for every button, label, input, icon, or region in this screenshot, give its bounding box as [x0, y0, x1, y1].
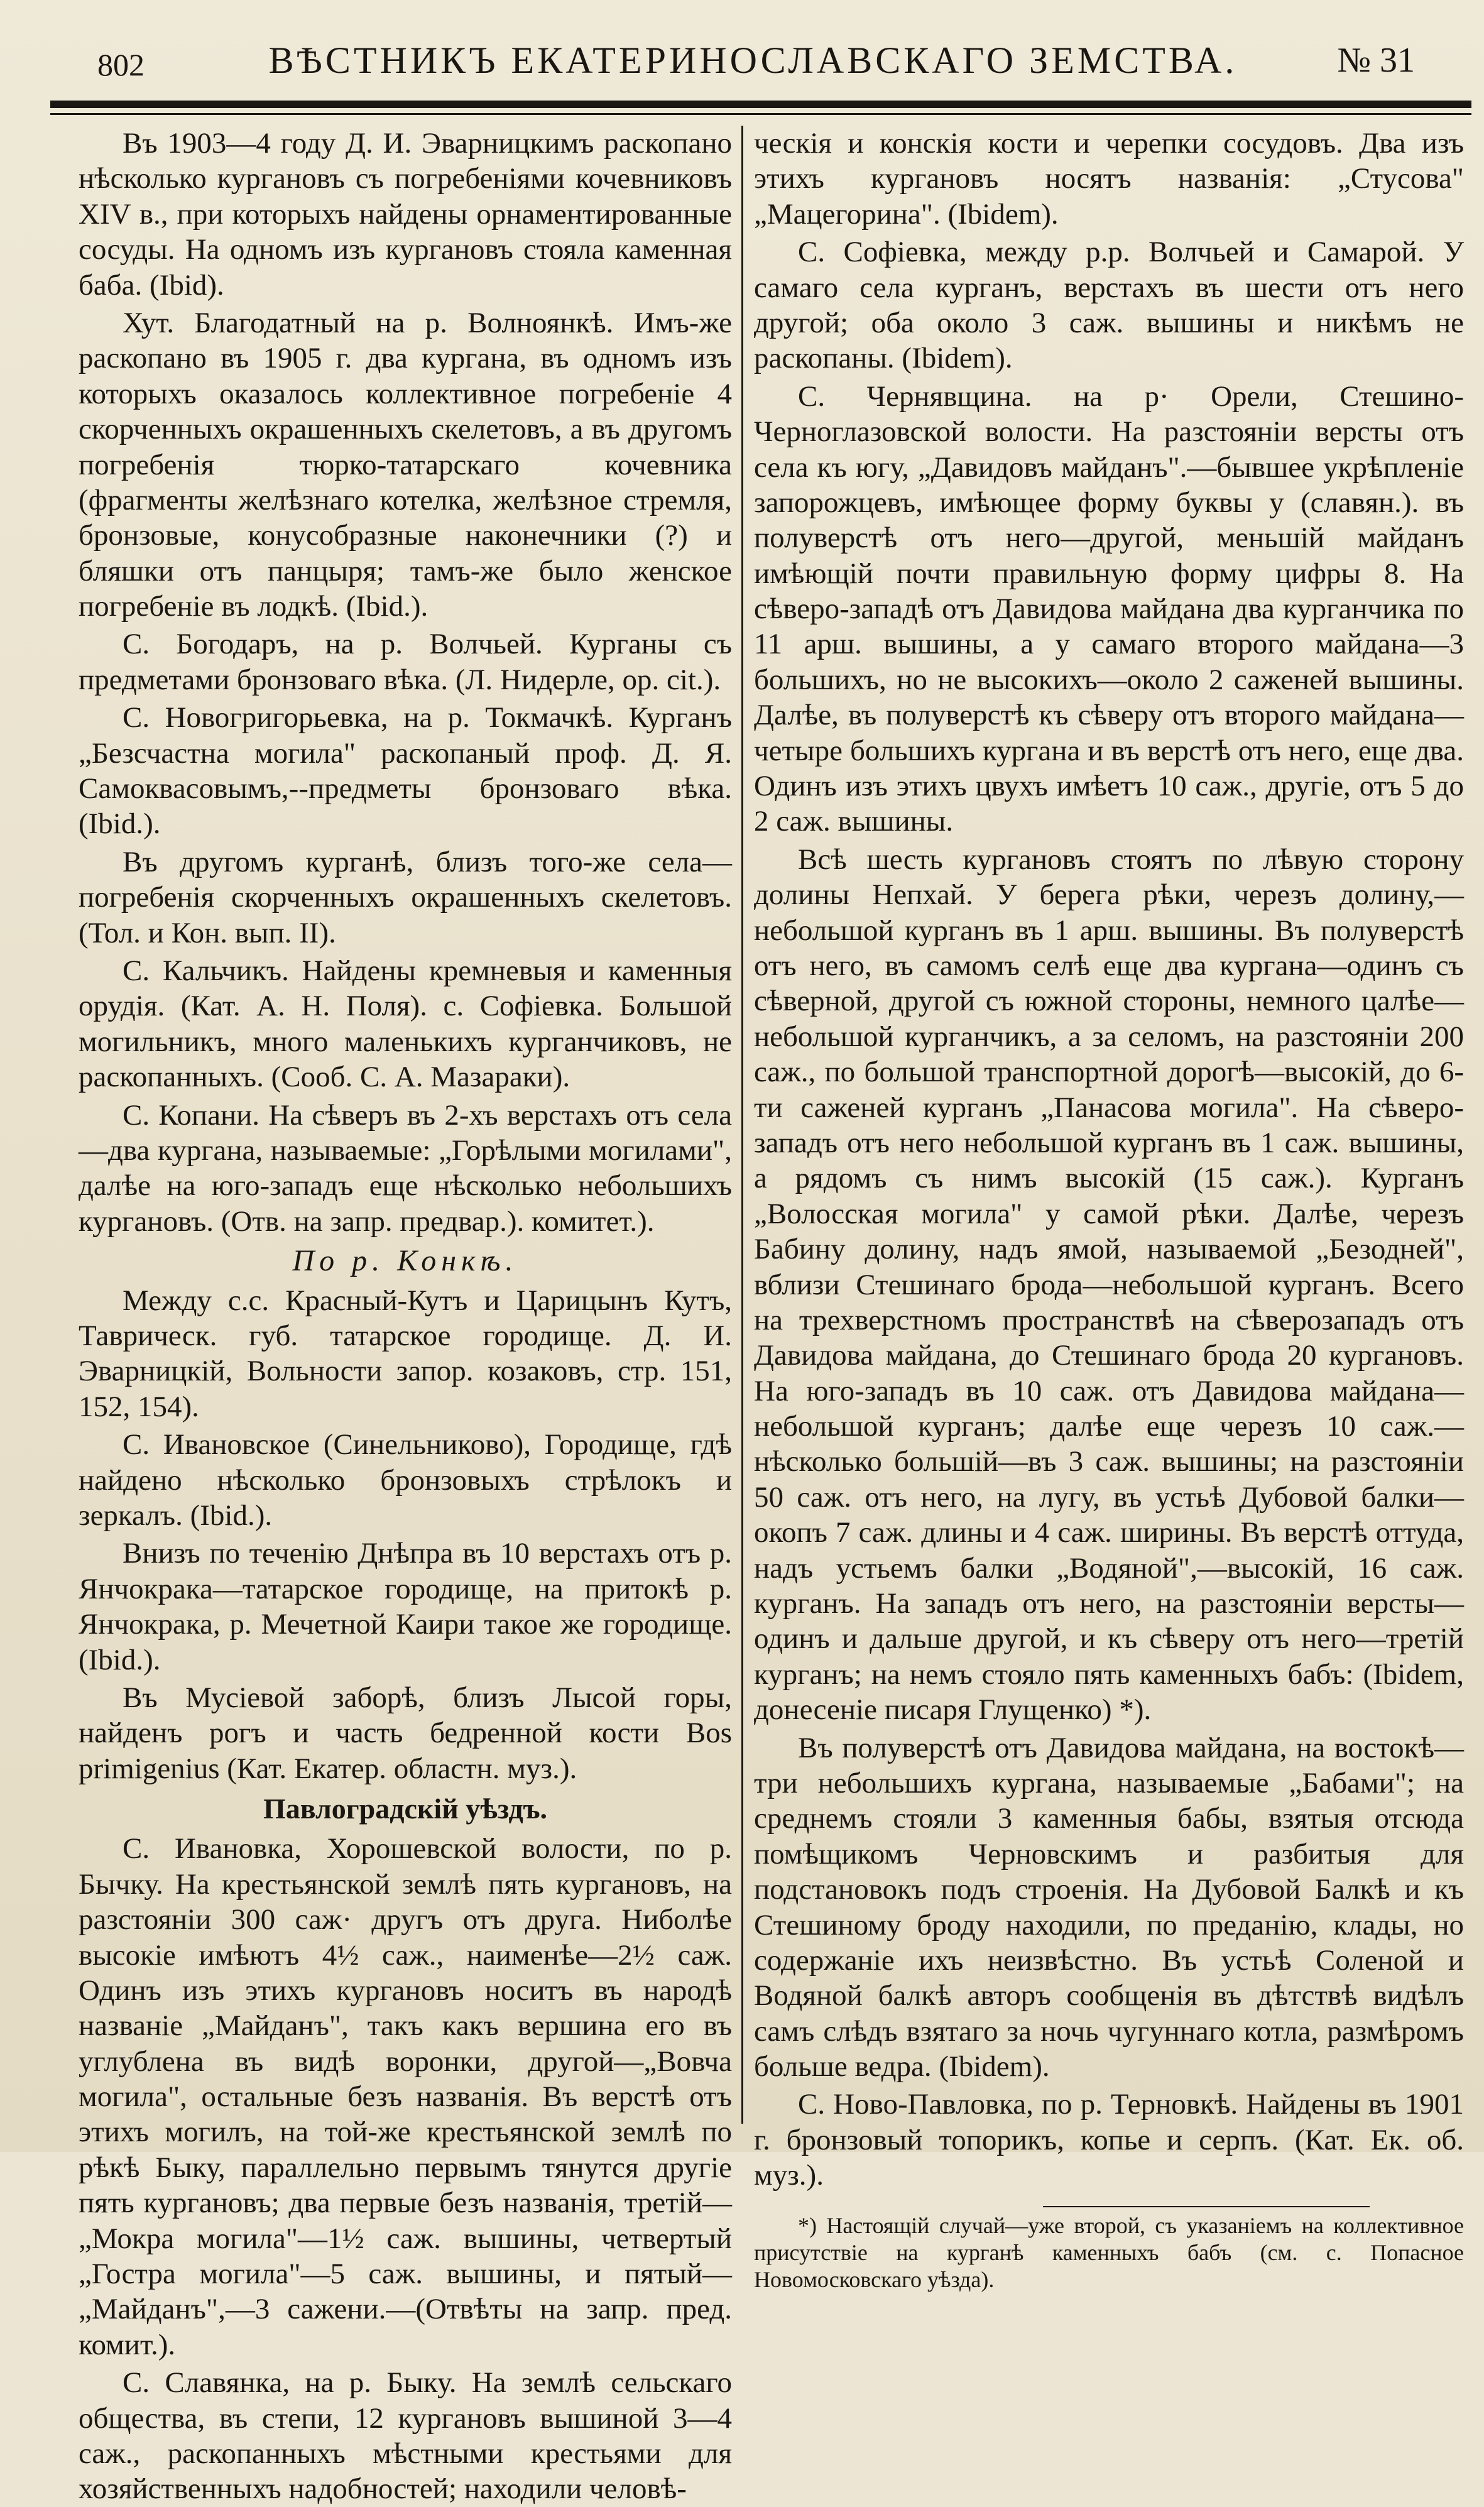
footnote-rule — [1043, 2206, 1370, 2207]
paragraph: С. Славянка, на р. Быку. На землѣ сельскаго общества, въ степи, 12 кургановъ вышиной 3—4 саж., раскопанныхъ мѣстными крестьями для хозяйственныхъ надобностей; находили человѣ- — [79, 2366, 732, 2506]
journal-title: ВѢСТНИКЪ ЕКАТЕРИНОСЛАВСКАГО ЗЕМСТВА. — [268, 40, 1238, 81]
right-column — [754, 126, 1464, 2293]
paragraph: С. Копани. На сѣверъ въ 2-хъ верстахъ отъ села—два кургана, называемые: „Горѣлыми могилами", далѣе на юго-западъ еще нѣсколько небольшихъ кургановъ. (Отв. на запр. предвар.). комитет.). — [79, 1098, 732, 1238]
paragraph: С. Богодаръ, на р. Волчьей. Курганы съ предметами бронзоваго вѣка. (Л. Нидерле, ор. cit.). — [79, 628, 732, 696]
paragraph: С. Софіевка, между р.р. Волчьей и Самарой. У самаго села курганъ, верстахъ въ шести отъ него другой; оба около 3 саж. вышины и никѣмъ не раскопаны. (Ibidem). — [754, 236, 1464, 375]
page-header — [91, 31, 1415, 88]
paragraph: Въ 1903—4 году Д. И. Эварницкимъ раскопано нѣсколько кургановъ съ погребеніями кочевниковъ XIV в., при которыхъ найдены орнаментированные сосуды. На одномъ изъ кургановъ стояла каменная баба. (Ibid). — [79, 127, 732, 302]
header-rule-thin — [50, 113, 1471, 115]
paragraph: Всѣ шесть кургановъ стоятъ по лѣвую сторону долины Непхай. У берега рѣки, черезъ долину,—небольшой курганъ въ 1 арш. вышины. Въ полуверстѣ отъ него, въ самомъ селѣ еще два кургана—одинъ съ сѣверной, другой съ южной стороны, немного цалѣе—небольшой курганчикъ, а за селомъ, на разстояніи 200 саж., по большой транспортной дорогѣ—высокій, до 6-ти саженей курганъ „Панасова могила". На сѣверо-западъ отъ него небольшой курганъ въ 1 саж. вышины, а рядомъ съ нимъ высокій (15 саж.). Курганъ „Волосская могила" у самой рѣки. Далѣе, черезъ Бабину долину, надъ ямой, называемой „Безодней", вблизи Стешинаго брода—небольшой курганъ. Всего на трехверстномъ пространствѣ на сѣверозападъ отъ Давидова майдана, до Стешинаго брода 20 кургановъ. На юго-западъ въ 10 саж. отъ Давидова майдана—небольшой курганъ; далѣе еще черезъ 10 саж.—нѣсколько большій—въ 3 саж. вышины; на разстояніи 50 саж. отъ него, на лугу, въ устьѣ Дубовой балки— окопъ 7 саж. длины и 4 саж. ширины. Въ верстѣ оттуда, надъ устьемъ балки „Водяной",—высокій, 16 саж. курганъ. На западъ отъ него, на разстояніи версты—одинъ и дальше другой, и къ сѣверу отъ него—третій курганъ; на немъ стояло пять каменныхъ бабъ: (Ibidem, донесеніе писаря Глущенко) *). — [754, 843, 1464, 1727]
paragraph: Въ Мусіевой заборѣ, близъ Лысой горы, найденъ рогъ и часть бедренной кости Bos primigenius (Кат. Екатер. областн. муз.). — [79, 1681, 732, 1785]
paragraph: Между с.с. Красный-Кутъ и Царицынъ Кутъ, Таврическ. губ. татарское городище. Д. И. Эварницкій, Вольности запор. козаковъ, стр. 151, 152, 154). — [79, 1284, 732, 1423]
paragraph: С. Ивановское (Синельниково), Городище, гдѣ найдено нѣсколько бронзовыхъ стрѣлокъ и зеркалъ. (Ibid.). — [79, 1428, 732, 1532]
column-divider — [741, 126, 743, 2124]
paragraph: С. Новогригорьевка, на р. Токмачкѣ. Курганъ „Безсчастна могила" раскопаный проф. Д. Я. Самоквасовымъ,--предметы бронзоваго вѣка. (Ibid.). — [79, 701, 732, 841]
footnote: *) Настоящій случай—уже второй, съ указаніемъ на коллективное присутствіе на курганѣ каменныхъ бабъ (см. с. Попасное Новомосковскаго уѣзда). — [754, 2212, 1464, 2293]
left-column — [79, 126, 732, 2506]
paragraph: Хут. Благодатный на р. Волноянкѣ. Имъ-же раскопано въ 1905 г. два кургана, въ одномъ изъ которыхъ оказалось коллективное погребеніе 4 скорченныхъ окрашенныхъ скелетовъ, а въ другомъ погребенія тюрко-татарскаго кочевника (фрагменты желѣзнаго котелка, желѣзное стремля, бронзовые, конусобразные наконечники (?) и бляшки отъ панцыря; тамъ-же было женское погребеніе въ лодкѣ. (Ibid.). — [79, 306, 732, 623]
paragraph-continued: ческія и конскія кости и черепки сосудовъ. Два изъ этихъ кургановъ носятъ названія: „Стусова" „Мацегорина". (Ibidem). — [754, 127, 1464, 231]
section-heading-pavlograd: Павлоградскій уѣздъ. — [263, 1793, 548, 1825]
paragraph: Въ другомъ курганѣ, близъ того-же села— погребенія скорченныхъ окрашенныхъ скелетовъ. (Тол. и Кон. вып. II). — [79, 845, 732, 949]
paragraph: С. Кальчикъ. Найдены кремневыя и каменныя орудія. (Кат. А. Н. Поля). с. Софіевка. Большой могильникъ, много маленькихъ курганчиковъ, не раскопанныхъ. (Сооб. С. А. Мазараки). — [79, 954, 732, 1094]
paragraph: Внизъ по теченію Днѣпра въ 10 верстахъ отъ р. Янчокрака—татарское городище, на притокѣ р. Янчокрака, р. Мечетной Каири такое же городище. (Ibid.). — [79, 1537, 732, 1676]
paragraph: Въ полуверстѣ отъ Давидова майдана, на востокѣ—три небольшихъ кургана, называемые „Бабами"; на среднемъ стояли 3 каменныя бабы, взятыя отсюда помѣщикомъ Черновскимъ и разбитыя для подстановокъ подъ строенія. На Дубовой Балкѣ и къ Стешиному броду находили, по преданію, клады, но содержаніе ихъ неизвѣстно. Въ устьѣ Соленой и Водяной балкѣ авторъ сообщенія въ дѣтствѣ видѣлъ самъ слѣдъ взятаго за ночь чугуннаго котла, размѣромъ больше ведра. (Ibidem). — [754, 1731, 1464, 2084]
header-rule-thick — [50, 101, 1471, 108]
section-heading-konka: По р. Конкѣ. — [292, 1244, 518, 1278]
paragraph: С. Ново-Павловка, по р. Терновкѣ. Найдены въ 1901 г. бронзовый топорикъ, копье и серпъ. (Кат. Ек. об. муз.). — [754, 2088, 1464, 2192]
paragraph: С. Чернявщина. на р· Орели, Стешино-Черноглазовской волости. На разстояніи версты отъ села къ югу, „Давидовъ майданъ".—бывшее укрѣпленіе запорожцевъ, имѣющее форму буквы у (славян.). въ полуверстѣ отъ него—другой, меньшій майданъ имѣющій почти правильную форму цифры 8. На сѣверо-западѣ отъ Давидова майдана два курганчика по 11 арш. вышины, а у самаго второго майдана—3 большихъ, но не высокихъ—около 2 саженей вышины. Далѣе, въ полуверстѣ къ сѣверу отъ второго майдана—четыре большихъ кургана и въ верстѣ отъ него, еще два. Одинъ изъ этихъ цвухъ имѣетъ 10 саж., другіе, отъ 5 до 2 саж. вышины. — [754, 380, 1464, 838]
page-number: 802 — [97, 47, 145, 82]
paragraph: С. Ивановка, Хорошевской волости, по р. Бычку. На крестьянской землѣ пять кургановъ, на разстояніи 300 саж· другъ отъ друга. Ниболѣе высокіе имѣютъ 4½ саж., наименѣе—2½ саж. Одинъ изъ этихъ кургановъ носитъ въ народѣ названіе „Майданъ", такъ какъ вершина его въ углублена въ видѣ воронки, другой—„Вовча могила", остальные безъ названія. Въ верстѣ отъ этихъ могилъ, на той-же крестьянской землѣ по рѣкѣ Быку, параллельно первымъ тянутся другіе пять кургановъ; два первые безъ названія, третій— „Мокра могила"—1½ саж. вышины, четвертый „Гостра могила"—5 саж. вышины, и пятый—„Майданъ",—3 сажени.—(Отвѣты на запр. пред. комит.). — [79, 1832, 732, 2361]
issue-number: № 31 — [1337, 41, 1415, 80]
